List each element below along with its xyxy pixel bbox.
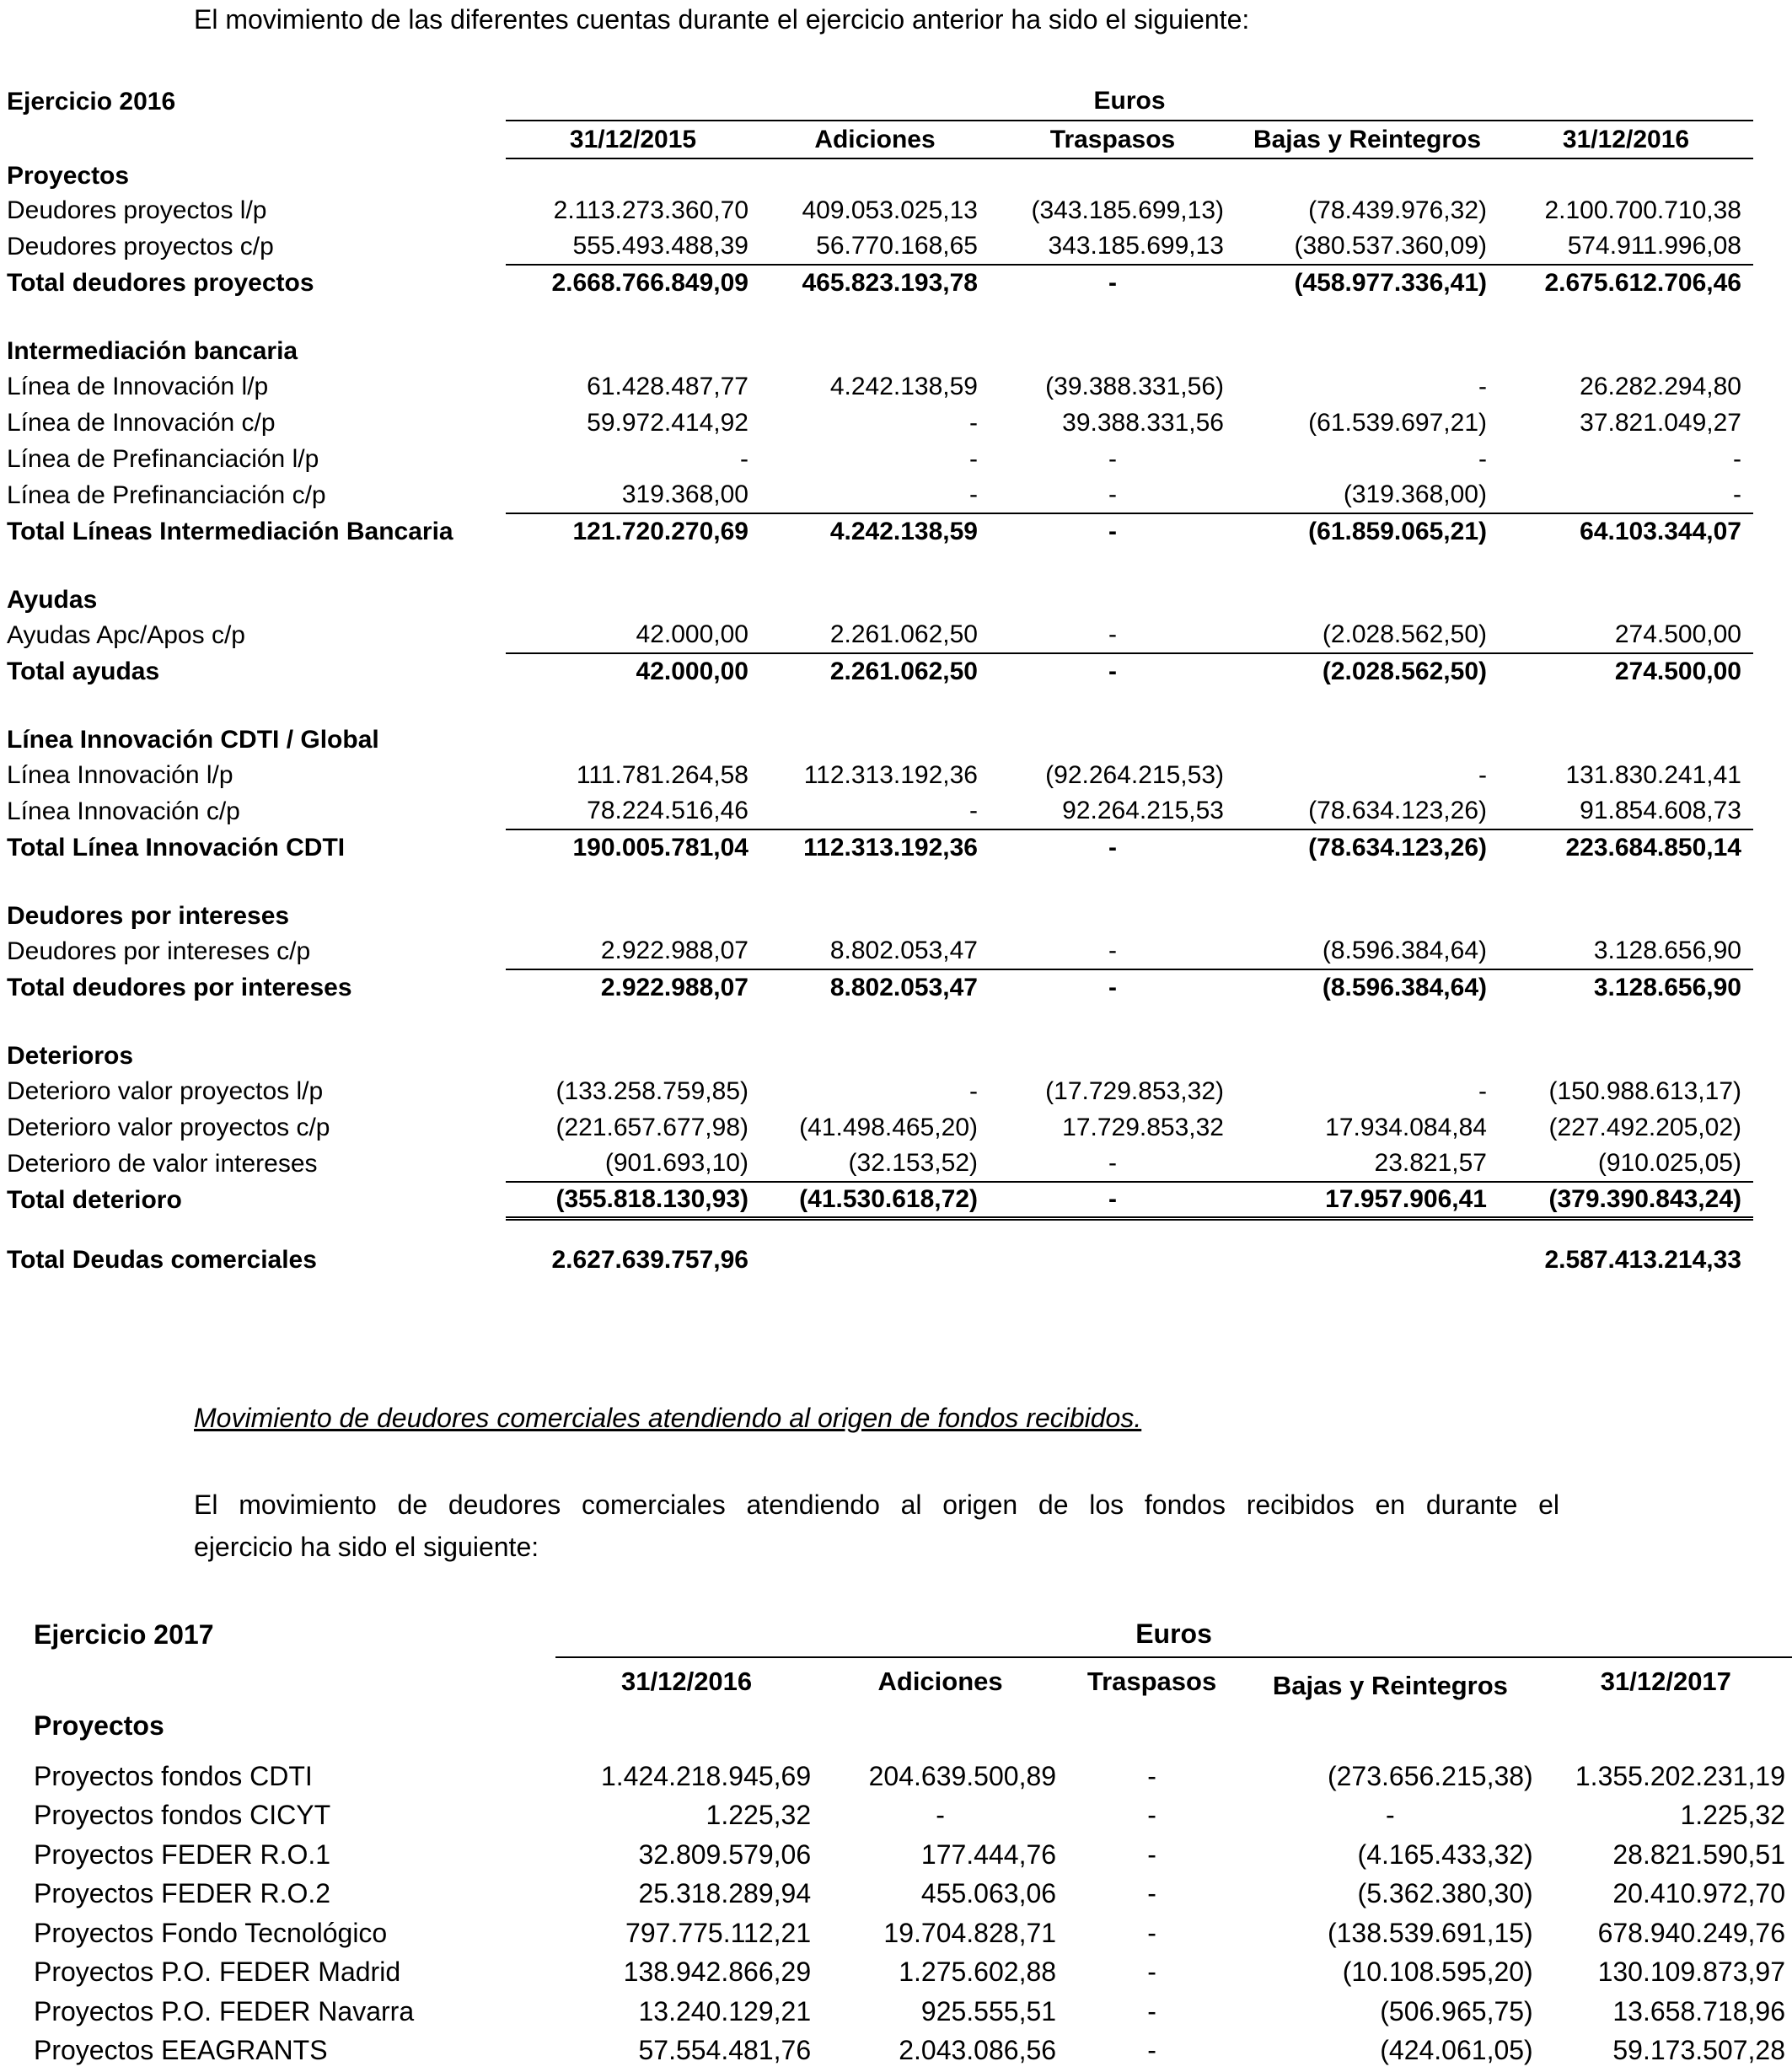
row-value: -	[969, 1076, 978, 1105]
total-value: 465.823.193,78	[802, 269, 978, 297]
spacer-cell	[7, 866, 1753, 899]
total-value: (458.977.336,41)	[1294, 269, 1487, 297]
movement-table-2016	[7, 83, 1753, 1278]
table-row	[7, 441, 1753, 477]
section-title-row	[7, 723, 1753, 757]
grand-total-value	[990, 1242, 1236, 1278]
table-row	[34, 1757, 1792, 1796]
year-label: Ejercicio 2017	[34, 1618, 214, 1650]
row-label: Deudores proyectos c/p	[7, 232, 274, 260]
row-value: (61.539.697,21)	[1308, 408, 1487, 437]
section-title-row	[7, 158, 1753, 192]
row-value: 91.854.608,73	[1499, 793, 1753, 829]
row-value: -	[1147, 1957, 1156, 1988]
row-value: 25.318.289,94	[638, 1878, 812, 1909]
spacer-cell	[34, 1747, 1792, 1757]
row-value: 32.809.579,06	[638, 1838, 812, 1870]
total-value: 112.313.192,36	[803, 834, 978, 862]
row-value: 56.770.168,65	[760, 228, 990, 265]
row-value: -	[1478, 444, 1487, 473]
total-value: 64.103.344,07	[1580, 518, 1741, 545]
total-value: 2.668.766.849,09	[551, 269, 748, 297]
total-value: 3.128.656,90	[1593, 974, 1741, 1001]
row-value: 112.313.192,36	[803, 760, 978, 789]
row-label: Deterioro valor proyectos c/p	[7, 1113, 330, 1141]
row-value: -	[1478, 372, 1487, 400]
spacer-row	[7, 301, 1753, 335]
row-value: (343.185.699,13)	[1031, 196, 1224, 224]
row-value: -	[1108, 444, 1117, 473]
spacer-cell	[7, 1218, 1753, 1242]
table-row	[34, 1992, 1792, 2032]
table-row	[34, 1914, 1792, 1953]
row-value: (910.025,05)	[1499, 1146, 1753, 1182]
row-value: -	[1386, 1800, 1395, 1831]
total-value: 2.261.062,50	[829, 658, 978, 685]
row-value: 3.128.656,90	[1499, 933, 1753, 969]
row-value: 2.100.700.710,38	[1544, 196, 1741, 224]
total-value: 190.005.781,04	[572, 834, 748, 862]
row-value: 455.063,06	[920, 1878, 1057, 1909]
row-value: (5.362.380,30)	[1357, 1878, 1533, 1909]
total-row	[7, 969, 1753, 1006]
table-row	[7, 1073, 1753, 1109]
table-row	[34, 1796, 1792, 1836]
total-label: Total Líneas Intermediación Bancaria	[7, 517, 453, 545]
row-value: -	[990, 1146, 1236, 1182]
row-value: -	[760, 793, 990, 829]
spacer-row	[7, 1218, 1753, 1242]
row-value: -	[990, 617, 1236, 653]
row-value: 28.821.590,51	[1612, 1838, 1785, 1870]
total-value: -	[1108, 269, 1117, 297]
spacer-row	[7, 866, 1753, 899]
table-row	[7, 617, 1753, 653]
row-value: (138.539.691,15)	[1327, 1917, 1533, 1948]
section-title-row	[7, 335, 1753, 368]
total-value: 2.922.988,07	[600, 974, 748, 1001]
row-value: 574.911.996,08	[1499, 228, 1753, 265]
section-title-row	[7, 1039, 1753, 1073]
row-value: (901.693,10)	[506, 1146, 760, 1182]
total-value: -	[1108, 834, 1117, 862]
intro-paragraph-2017	[194, 1484, 1559, 1568]
total-label: Total deterioro	[7, 1185, 182, 1214]
row-value: 555.493.488,39	[506, 228, 760, 265]
total-value: 223.684.850,14	[1565, 834, 1741, 862]
row-label: Deudores proyectos l/p	[7, 196, 267, 224]
row-value: -	[1147, 1917, 1156, 1948]
total-value: (78.634.123,26)	[1308, 834, 1487, 862]
row-value: -	[1478, 760, 1487, 789]
row-value: 1.355.202.231,19	[1575, 1760, 1785, 1791]
row-value: (273.656.215,38)	[1327, 1760, 1533, 1791]
row-value: (424.061,05)	[1380, 2035, 1533, 2066]
total-value: 17.957.906,41	[1236, 1182, 1499, 1218]
row-value: 2.922.988,07	[506, 933, 760, 969]
row-value: 797.775.112,21	[625, 1917, 812, 1948]
intro-line-1: El movimiento de deudores comerciales atendiendo al origen de los fondos recibidos en durante el	[194, 1490, 1559, 1520]
row-label: Deudores por intereses c/p	[7, 937, 311, 965]
total-row	[7, 513, 1753, 550]
section-title: Proyectos	[34, 1710, 164, 1741]
row-value: -	[1733, 444, 1741, 473]
total-value: (2.028.562,50)	[1322, 658, 1487, 685]
row-value: 2.113.273.360,70	[553, 196, 748, 224]
section-title-row	[34, 1704, 1792, 1747]
total-value: (8.596.384,64)	[1322, 974, 1487, 1001]
row-value: 20.410.972,70	[1612, 1878, 1785, 1909]
row-value: -	[1499, 477, 1753, 513]
row-label: Proyectos P.O. FEDER Navarra	[34, 1995, 415, 2026]
spacer-row	[7, 690, 1753, 723]
row-label: Ayudas Apc/Apos c/p	[7, 620, 245, 649]
table-row	[7, 192, 1753, 228]
row-value: -	[1478, 1076, 1487, 1105]
row-value: (17.729.853,32)	[1045, 1076, 1224, 1105]
table-row	[7, 477, 1753, 513]
row-value: (133.258.759,85)	[555, 1076, 748, 1105]
total-value: (61.859.065,21)	[1308, 518, 1487, 545]
row-value: (150.988.613,17)	[1548, 1076, 1741, 1105]
table-row	[34, 1835, 1792, 1875]
row-value: 1.275.602,88	[899, 1957, 1057, 1988]
total-label: Total Línea Innovación CDTI	[7, 833, 346, 862]
total-label: Total ayudas	[7, 657, 160, 685]
row-value: 78.224.516,46	[506, 793, 760, 829]
row-label: Línea Innovación c/p	[7, 797, 240, 825]
column-header: Traspasos	[1086, 1666, 1217, 1696]
section-title: Deudores por intereses	[7, 902, 290, 930]
row-value: 37.821.049,27	[1580, 408, 1741, 437]
section-title-row	[7, 899, 1753, 933]
table-header-row	[34, 1612, 1792, 1657]
table-row	[7, 793, 1753, 829]
grand-total-value	[1236, 1242, 1499, 1278]
spacer-cell	[7, 301, 1753, 335]
movement-table-2017	[34, 1612, 1792, 2070]
row-value: 4.242.138,59	[829, 372, 978, 400]
row-label: Proyectos P.O. FEDER Madrid	[34, 1957, 401, 1988]
row-label: Línea de Prefinanciación l/p	[7, 444, 319, 473]
column-header: 31/12/2016	[1499, 121, 1753, 158]
total-value: -	[1108, 974, 1117, 1001]
movement-table-2017-body	[34, 1612, 1792, 2070]
row-value: 57.554.481,76	[638, 2035, 812, 2066]
row-value: 2.043.086,56	[899, 2035, 1057, 2066]
row-value: 138.942.866,29	[623, 1957, 812, 1988]
table-row	[7, 1109, 1753, 1146]
row-value: (8.596.384,64)	[1236, 933, 1499, 969]
year-label: Ejercicio 2016	[7, 87, 176, 115]
row-value: 61.428.487,77	[587, 372, 748, 400]
table-row	[7, 757, 1753, 793]
row-value: -	[1147, 1995, 1156, 2026]
row-value: 13.658.718,96	[1612, 1995, 1785, 2026]
column-header: 31/12/2017	[1600, 1666, 1731, 1696]
row-value: (92.264.215,53)	[1045, 760, 1224, 789]
row-value: -	[740, 444, 748, 473]
section-title-row	[7, 583, 1753, 617]
row-value: 274.500,00	[1499, 617, 1753, 653]
row-value: 13.240.129,21	[638, 1995, 812, 2026]
row-value: (380.537.360,09)	[1236, 228, 1499, 265]
column-header: Adiciones	[877, 1666, 1003, 1696]
grand-total-row	[7, 1242, 1753, 1278]
section-title: Línea Innovación CDTI / Global	[7, 726, 379, 754]
row-value: 678.940.249,76	[1597, 1917, 1785, 1948]
total-value: 4.242.138,59	[829, 518, 978, 545]
row-value: (506.965,75)	[1380, 1995, 1533, 2026]
total-value: (355.818.130,93)	[506, 1182, 760, 1218]
total-row	[7, 1182, 1753, 1218]
intro-paragraph-2016: El movimiento de las diferentes cuentas durante el ejercicio anterior ha sido el siguiente:	[194, 4, 1250, 35]
total-value: 274.500,00	[1614, 658, 1741, 685]
total-value: (41.530.618,72)	[760, 1182, 990, 1218]
total-value: 8.802.053,47	[829, 974, 978, 1001]
row-value: 177.444,76	[920, 1838, 1057, 1870]
row-value: 42.000,00	[506, 617, 760, 653]
row-label: Línea de Prefinanciación c/p	[7, 480, 326, 509]
row-label: Deterioro valor proyectos l/p	[7, 1076, 324, 1105]
row-value: (319.368,00)	[1236, 477, 1499, 513]
column-header-row	[34, 1657, 1792, 1704]
spacer-cell	[7, 550, 1753, 583]
grand-total-value: 2.587.413.214,33	[1544, 1245, 1741, 1274]
row-label: Proyectos fondos CDTI	[34, 1760, 313, 1791]
column-header: 31/12/2015	[506, 121, 760, 158]
table-row	[7, 405, 1753, 441]
spacer-cell	[7, 690, 1753, 723]
total-value: -	[990, 1182, 1236, 1218]
total-row	[7, 265, 1753, 301]
row-value: 17.729.853,32	[1062, 1113, 1224, 1141]
row-value: 19.704.828,71	[883, 1917, 1057, 1948]
row-value: 111.781.264,58	[576, 760, 748, 789]
row-value: 39.388.331,56	[1062, 408, 1224, 437]
row-value: -	[1147, 1760, 1156, 1791]
total-label: Total deudores por intereses	[7, 973, 352, 1001]
row-value: -	[1147, 1878, 1156, 1909]
row-value: 2.261.062,50	[760, 617, 990, 653]
row-label: Proyectos EEAGRANTS	[34, 2035, 328, 2066]
spacer-row	[7, 1006, 1753, 1039]
column-header: Adiciones	[760, 121, 990, 158]
table-row	[34, 1875, 1792, 1914]
table-row	[34, 2032, 1792, 2071]
column-header: Bajas y Reintegros	[1236, 121, 1499, 158]
total-value: -	[1108, 658, 1117, 685]
spacer-row	[34, 1747, 1792, 1757]
column-header-row	[7, 121, 1753, 158]
header-spacer	[7, 121, 506, 158]
row-value: 343.185.699,13	[990, 228, 1236, 265]
row-value: -	[990, 477, 1236, 513]
total-row	[7, 829, 1753, 866]
row-value: -	[1147, 1838, 1156, 1870]
table-header-row	[7, 83, 1753, 121]
total-row	[7, 653, 1753, 690]
row-value: (10.108.595,20)	[1342, 1957, 1533, 1988]
row-value: 925.555,51	[920, 1995, 1057, 2026]
intro-line-2: ejercicio ha sido el siguiente:	[194, 1532, 539, 1562]
row-label: Proyectos Fondo Tecnológico	[34, 1917, 388, 1948]
row-value: (32.153,52)	[760, 1146, 990, 1182]
table-row	[7, 228, 1753, 265]
row-value: -	[969, 408, 978, 437]
total-value: 121.720.270,69	[572, 518, 748, 545]
row-label: Línea de Innovación c/p	[7, 408, 276, 437]
table-row	[7, 368, 1753, 405]
row-value: (78.634.123,26)	[1236, 793, 1499, 829]
row-label: Línea de Innovación l/p	[7, 372, 269, 400]
row-value: 409.053.025,13	[802, 196, 978, 224]
section-title: Deterioros	[7, 1042, 134, 1070]
row-value: 26.282.294,80	[1580, 372, 1741, 400]
spacer-row	[7, 550, 1753, 583]
section-subtitle: Movimiento de deudores comerciales atendiendo al origen de fondos recibidos.	[194, 1403, 1142, 1433]
row-value: 92.264.215,53	[990, 793, 1236, 829]
row-value: -	[936, 1800, 945, 1831]
row-value: (2.028.562,50)	[1236, 617, 1499, 653]
grand-total-label: Total Deudas comerciales	[7, 1245, 317, 1274]
currency-header: Euros	[506, 83, 1753, 121]
currency-header: Euros	[555, 1612, 1792, 1657]
row-value: (221.657.677,98)	[555, 1113, 748, 1141]
table-row	[7, 933, 1753, 969]
grand-total-value	[760, 1242, 990, 1278]
row-value: 59.173.507,28	[1612, 2035, 1785, 2066]
row-value: (41.498.465,20)	[799, 1113, 978, 1141]
row-value: 23.821,57	[1236, 1146, 1499, 1182]
spacer-cell	[7, 1006, 1753, 1039]
section-title: Ayudas	[7, 586, 98, 614]
row-label: Proyectos FEDER R.O.2	[34, 1878, 331, 1909]
row-value: (39.388.331,56)	[1045, 372, 1224, 400]
row-value: -	[1147, 2035, 1156, 2066]
row-value: -	[969, 444, 978, 473]
column-header: Traspasos	[990, 121, 1236, 158]
row-value: (227.492.205,02)	[1548, 1113, 1741, 1141]
row-value: (4.165.433,32)	[1357, 1838, 1533, 1870]
row-value: 131.830.241,41	[1565, 760, 1741, 789]
table-row	[34, 1953, 1792, 1993]
header-spacer	[34, 1657, 555, 1704]
row-label: Línea Innovación l/p	[7, 760, 233, 789]
row-value: (78.439.976,32)	[1308, 196, 1487, 224]
total-value: -	[1108, 518, 1117, 545]
column-header: Bajas y Reintegros	[1272, 1670, 1508, 1700]
row-value: 1.225,32	[1680, 1800, 1785, 1831]
row-value: 17.934.084,84	[1325, 1113, 1487, 1141]
row-value: 204.639.500,89	[868, 1760, 1057, 1791]
grand-total-value: 2.627.639.757,96	[551, 1245, 748, 1274]
row-value: -	[990, 933, 1236, 969]
row-value: 8.802.053,47	[760, 933, 990, 969]
row-value: -	[760, 477, 990, 513]
row-value: 59.972.414,92	[587, 408, 748, 437]
row-label: Deterioro de valor intereses	[7, 1149, 318, 1178]
movement-table-2016-body	[7, 83, 1753, 1278]
table-row	[7, 1146, 1753, 1182]
column-header: 31/12/2016	[621, 1666, 753, 1696]
section-title: Intermediación bancaria	[7, 337, 298, 365]
total-value: 42.000,00	[636, 658, 748, 685]
row-label: Proyectos fondos CICYT	[34, 1800, 331, 1831]
row-value: 319.368,00	[506, 477, 760, 513]
row-value: 1.225,32	[706, 1800, 812, 1831]
section-title: Proyectos	[7, 161, 130, 190]
total-value: (379.390.843,24)	[1499, 1182, 1753, 1218]
row-label: Proyectos FEDER R.O.1	[34, 1838, 331, 1870]
row-value: 130.109.873,97	[1597, 1957, 1785, 1988]
row-value: -	[1147, 1800, 1156, 1831]
row-value: 1.424.218.945,69	[600, 1760, 812, 1791]
total-label: Total deudores proyectos	[7, 268, 314, 297]
total-value: 2.675.612.706,46	[1544, 269, 1741, 297]
